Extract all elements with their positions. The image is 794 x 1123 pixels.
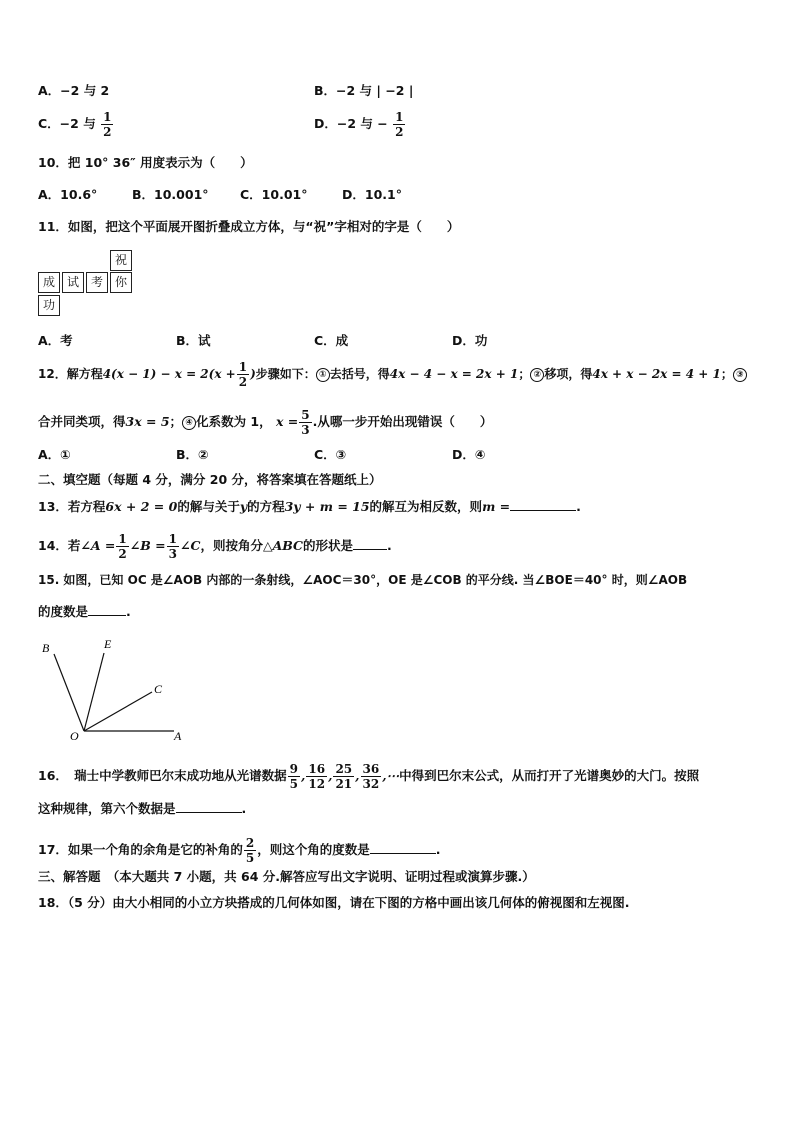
q17: 17．如果一个角的余角是它的补角的 $\frac{2}{5}$ ，则这个角的度数是 .: [38, 836, 441, 865]
angle-diagram: [36, 636, 196, 746]
fraction: $\frac{1}{3}$: [168, 532, 177, 561]
q12-option-b: B．②: [176, 447, 209, 462]
q18-stem: 18．（5 分）由大小相同的小立方块搭成的几何体如图，请在下图的方格中画出该几何体的俯视图和左视图.: [38, 895, 630, 910]
q10-stem: 10．把 10° 36″ 用度表示为（ ）: [38, 155, 253, 170]
q16-line-2: 这种规律，第六个数据是 .: [38, 801, 247, 816]
fraction: $\frac{2}{5}$: [245, 836, 255, 865]
answer-blank[interactable]: [510, 498, 576, 511]
fraction: $\frac{1}{2}$: [238, 360, 248, 389]
fraction: $\frac{1}{2}$: [395, 110, 404, 139]
ray-oc: [84, 692, 152, 731]
cube-net-cell: 功: [38, 295, 60, 316]
fraction: $\frac{5}{3}$: [301, 408, 310, 437]
fraction: $\frac{1}{2}$: [118, 532, 127, 561]
answer-blank[interactable]: [88, 603, 126, 616]
q12-option-a: A．①: [38, 447, 71, 462]
q9-option-c: C．−2 与 $\frac{1}{2}$: [38, 110, 112, 139]
q11-option-c: C．成: [314, 333, 349, 348]
answer-blank[interactable]: [370, 841, 436, 854]
q9-option-d: D．−2 与 − $\frac{1}{2}$: [314, 110, 404, 139]
cube-net-cell: 试: [62, 272, 84, 293]
q9-option-a: A．−2 与 2: [38, 83, 110, 98]
fraction: $\frac{9}{5}$: [289, 762, 299, 791]
q11-stem: 11．如图，把这个平面展开图折叠成立方体，与“祝”字相对的字是（ ）: [38, 219, 460, 234]
q11-option-a: A．考: [38, 333, 73, 348]
cube-net-cell: 成: [38, 272, 60, 293]
q12-option-c: C．③: [314, 447, 347, 462]
answer-blank[interactable]: [353, 537, 387, 550]
q15-line-1: 15. 如图，已知 OC 是∠AOB 内部的一条射线，∠AOC＝30°，OE 是∠COB 的平分线. 当∠BOE＝40° 时，则∠AOB: [38, 573, 688, 587]
fraction: $\frac{25}{21}$: [335, 762, 353, 791]
label-c: C: [154, 682, 163, 696]
q10-option-d: D．10.1°: [342, 187, 402, 202]
q14: 14．若∠A = $\frac{1}{2}$ ∠B = $\frac{1}{3}$ ∠C，则按角分△ABC的形状是 .: [38, 532, 392, 561]
fraction: $\frac{16}{12}$: [308, 762, 326, 791]
q10-option-c: C．10.01°: [240, 187, 308, 202]
label-o: O: [70, 729, 79, 743]
answer-blank[interactable]: [176, 800, 242, 813]
cube-net-cell: 祝: [110, 250, 132, 271]
q16-line-1: 16． 瑞士中学教师巴尔末成功地从光谱数据 $\frac{9}{5}$ , $\frac{16}{12}$ , $\frac{25}{21}$ , $\frac{36}{32}$ ,⋯中得到巴尔末公式，从而打开了光谱奥妙的大门。按照: [38, 762, 700, 791]
label-b: B: [42, 641, 50, 655]
ray-ob: [54, 654, 84, 731]
q9-option-b: B．−2 与 | −2 |: [314, 83, 414, 98]
label-a: A: [174, 729, 182, 743]
fraction: $\frac{36}{32}$: [362, 762, 380, 791]
q13: 13．若方程6x + 2 = 0的解与关于y的方程3y + m = 15的解互为相反数，则m = .: [38, 499, 581, 514]
q12-line-1: 12．解方程4(x − 1) − x = 2(x + $\frac{1}{2}$ )步骤如下： ① 去括号，得4x − 4 − x = 2x + 1； ② 移项，得4x + x − 2x = 4 + 1； ③: [38, 360, 747, 389]
ray-oe: [84, 653, 104, 731]
cube-net-cell: 考: [86, 272, 108, 293]
fraction: $\frac{1}{2}$: [103, 110, 112, 139]
label-e: E: [104, 637, 112, 651]
q11-option-b: B．试: [176, 333, 211, 348]
q10-option-b: B．10.001°: [132, 187, 209, 202]
q10-option-a: A．10.6°: [38, 187, 98, 202]
q12-line-2: 合并同类项，得3x = 5； ④ 化系数为 1， x = $\frac{5}{3}$ .从哪一步开始出现错误（ ）: [38, 408, 493, 437]
cube-net-cell: 你: [110, 272, 132, 293]
section-2-heading: 二、填空题（每题 4 分，满分 20 分，将答案填在答题纸上）: [38, 472, 382, 487]
q12-option-d: D．④: [452, 447, 486, 462]
q15-line-2: 的度数是 .: [38, 604, 131, 619]
section-3-heading: 三、解答题 （本大题共 7 小题，共 64 分.解答应写出文字说明、证明过程或演算步骤.）: [38, 869, 535, 884]
q11-option-d: D．功: [452, 333, 488, 348]
